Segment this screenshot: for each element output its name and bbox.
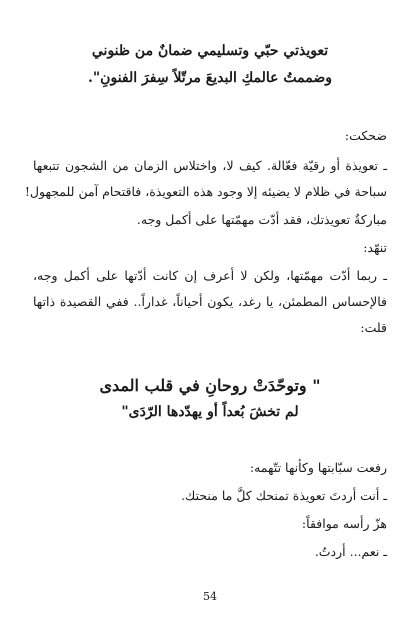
page-number: 54 <box>203 590 217 603</box>
paragraph-line: ـ تعويذة أو رقيّة فعّالة. كيف لا، واختلاس الزمان من الشجون تتبعها <box>33 158 387 173</box>
verse-block-top <box>0 38 420 92</box>
paragraph-line: رفعت سبّابتها وكأنها تتّهمه: <box>249 460 387 475</box>
paragraph-line: فالإحساس المطمئن، يا رغد، يكون أحياناً، غداراً.. ففي القصيدة ذاتها <box>33 294 387 309</box>
verse-line: وضممتُ عالمكِ البديعَ مرتّلاً سِفرَ الفنونِ". <box>88 70 332 86</box>
paragraph-line: ـ ربما أدّت مهمّتها، ولكن لا أعرف إن كانت أدّتها على أكمل وجه، <box>33 268 387 283</box>
verse-line: لم تخشَ بُعداً أو يهدّدها الرّدَى" <box>121 404 299 420</box>
paragraph-line: هزّ رأسه موافقاً: <box>301 516 387 531</box>
paragraph-line: سباحة في ظلام لا يضيئه إلا وجود هذه التعويذة، فاقتحام آمن للمجهول! <box>24 184 387 199</box>
paragraph-line: قلت: <box>360 320 387 335</box>
verse-line: تعويذتي حبّي وتسليمي ضمانٌ من ظنوني <box>91 43 329 59</box>
verse-block-middle <box>0 372 420 426</box>
paragraph-line: مباركةٌ تعويذتك، فقد أدّت مهمّتها على أكمل وجه. <box>136 212 387 227</box>
paragraph-line: ـ أنت أردتَ تعويذة تمنحك كلَّ ما منحتك. <box>181 488 387 503</box>
paragraph-line: ـ نعم... أردتُ. <box>314 544 387 559</box>
speaker-line: تنهّد: <box>363 240 387 255</box>
verse-line: " وتوحّدَتْ روحانِ في قلب المدى <box>99 376 321 395</box>
speaker-line: ضحكت: <box>344 128 387 143</box>
